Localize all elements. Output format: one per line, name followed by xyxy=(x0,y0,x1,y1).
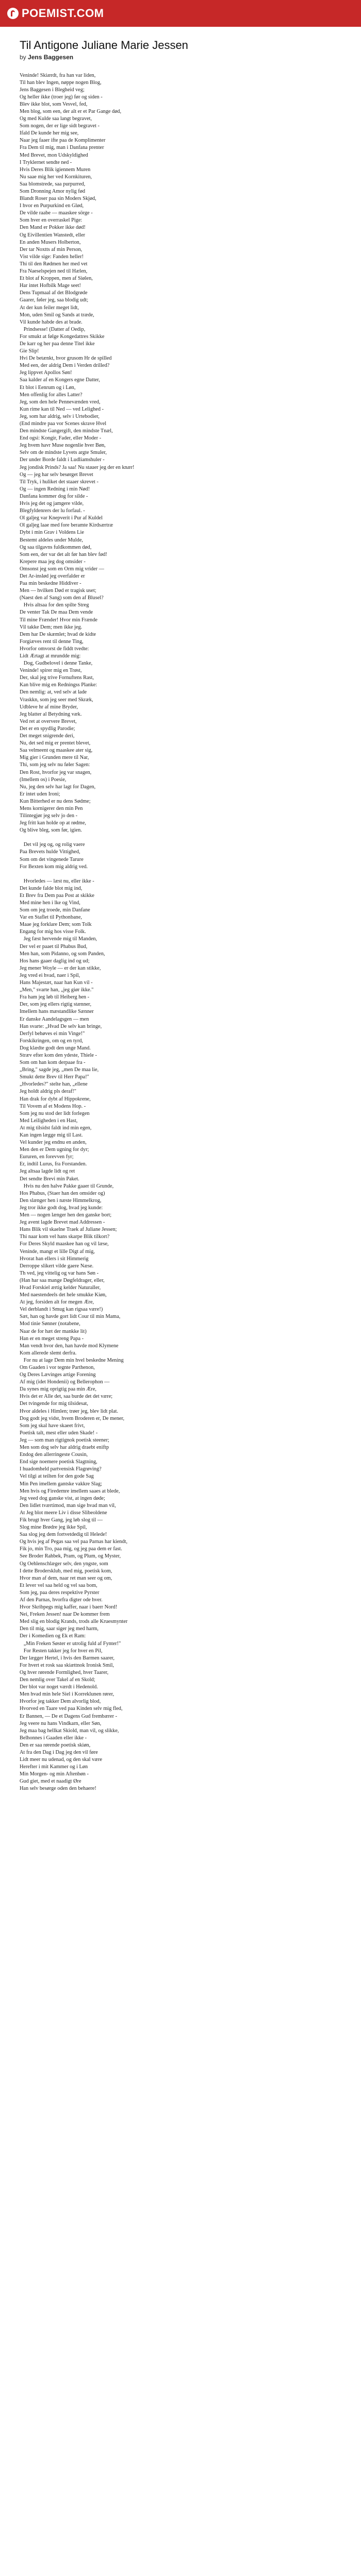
poem-line: Og heller ikke (troer jeg) før og siden - xyxy=(20,94,103,100)
poem-line: Der, skal jeg trive Fornuftens Rast, xyxy=(20,675,94,681)
poem-line: Mod tinie Sønner (notabene, xyxy=(20,1321,80,1327)
poem-line: Hvor Skribpegs mig kaffer, naar i baerr Nord! xyxy=(20,1604,118,1611)
poem-line: Hos hans gaaer daglig ind og ud; xyxy=(20,958,90,964)
poem-line: Men blog, som een, der alt er et Par Gange død, xyxy=(20,108,122,114)
poem-line: Stræv efter kom den ydeste, Thiele - xyxy=(20,1052,97,1058)
poem-line: Hvor aldeles i Himlen; trøer jeg, blev lidt plat. xyxy=(20,1408,119,1414)
poem-line: Bestemt aldeles under Mulde, xyxy=(20,537,83,543)
poem-line: Og — jeg har selv besørget Brevet xyxy=(20,471,93,478)
poem-line: Er intet uden Ironi; xyxy=(20,791,60,797)
poem-line: Hvis det er Alle det, saa burde det det være; xyxy=(20,1394,113,1400)
poem-line: Er Bannen, — De et Dagens Gud frembærer - xyxy=(20,1713,117,1719)
poem-line: Jeg tror ikke godt dog, hvad jeg kunde: xyxy=(20,1205,103,1211)
poem-line: Hvorfor omvorst de fiddt tvedte: xyxy=(20,646,89,652)
poem-line: Et blot af Kroppen, men af Siølen, xyxy=(20,276,93,282)
poem-line: Jeg avent lagde Brevet mad Addressen - xyxy=(20,1219,105,1226)
poem-line: Veninde! spirer mig en Trøst, xyxy=(20,668,82,674)
poem-line: Sæt, han og havde gort lidt Cour til min Mama, xyxy=(20,1314,121,1320)
poem-line: Jeg veere nu hans Vindkarn, eller Søn, xyxy=(20,1720,102,1726)
poem-line: For smukt at følge Kongedattres Skikke xyxy=(20,333,105,340)
poem-line: At fra den Dag i Dag jeg den vil føre xyxy=(20,1749,98,1755)
poem-line: Min Pen imellem gantske vakkre Slag; xyxy=(20,1481,102,1487)
poem-line: Og — ingen Redning i min Nød! xyxy=(20,486,90,492)
poem-line: Er, indtil Lurus, fra Forstanden. xyxy=(20,1161,87,1167)
site-logo-text: POEMIST.COM xyxy=(22,7,104,20)
poem-line: Med mine hen i lke og Vind, xyxy=(20,900,80,906)
poem-line: Et blot i Eenrum og i Løn, xyxy=(20,384,76,391)
poem-line: Krepere maa jeg dog omsider - xyxy=(20,558,86,565)
poem-line: En anden Musers Holberton, xyxy=(20,239,81,245)
poem-line: Th ved, jeg vittelig og var hans Søn - xyxy=(20,1270,99,1276)
poem-line: Hvi De betænkt, hvor grusom Hr de spilled xyxy=(20,355,112,362)
poem-line: Jeg altsaa lagde lidt og ret xyxy=(20,1168,75,1175)
poem-stanza xyxy=(20,72,341,835)
poem-line: (Han har saa mange Døgfeldrager, eller, xyxy=(20,1277,105,1283)
poem-line: Tilintegjør jeg selv jo den - xyxy=(20,813,78,819)
poem-line: For Resten takker jeg for hver en Pil, xyxy=(20,1648,103,1654)
poem-line: Omsonst jeg som en Orm mig vrider — xyxy=(20,566,104,572)
poem-line: Forskikringen, om og en tyrd, xyxy=(20,1038,83,1044)
poem-line: Naar jeg faaer ifte paa de Komplimenter xyxy=(20,138,106,144)
poem-line: Han drak for dybt af Hippokrene, xyxy=(20,1096,91,1102)
poem-line: Og Eivillentien Wanstedt, eller xyxy=(20,232,86,238)
poem-line: De venter Tak De maa Dem vende xyxy=(20,609,93,616)
poem-line: Saa kalder af en Kongers egne Datter, xyxy=(20,377,100,383)
poem-line: Hvis jeg det og jamgere vilde, xyxy=(20,501,84,507)
poem-line: Udbleve hr af mine Bryder, xyxy=(20,704,78,710)
poem-line: Nu, det sed mig er prentet blevet, xyxy=(20,740,91,747)
poem-line: Med een, der aldrig Dem i Verden drilled? xyxy=(20,363,110,369)
poem-line: Som om jeg troede, min Danfane xyxy=(20,907,90,913)
poem-line: Jeg vred ei hvad, naer i Spil, xyxy=(20,972,80,978)
poem-line: I dette Brodersklub, med mig, poetisk kom, xyxy=(20,1568,112,1574)
poem-line: Prindsesse! (Datter af Oedip, xyxy=(20,326,86,332)
poem-line: Med Leiligheden i en Hast, xyxy=(20,1117,78,1124)
poem-line: Saa blomstrede, saa purpurred, xyxy=(20,181,86,187)
poem-line: Til mine Frænder! Hvor min Frænde xyxy=(20,617,97,623)
poem-line: Danfana kommer dog for silde - xyxy=(20,493,88,499)
poem-line: End sige noemere poetisk Slagtning, xyxy=(20,1459,97,1465)
poem-line: Fra ham jeg løb til Heiberg hen - xyxy=(20,994,90,1001)
poem-line: „Hvorledes?" stelte han, „ellene xyxy=(20,1081,88,1088)
poem-line: Veninde! Skiærdt, fra han var liden, xyxy=(20,72,96,78)
poem-line: At der kun feiler meget lidt, xyxy=(20,304,79,311)
poem-line: Min Morgen- og min Aftenbøn - xyxy=(20,1771,89,1777)
poem-line: Til Tryk, i huliket det staaer skrevet - xyxy=(20,479,99,485)
poem-line: Hvorledes — læst nu, eller ikke - xyxy=(20,878,94,884)
poem-line: For hvert et rosk saa skiættnok Ironisk Smil, xyxy=(20,1662,114,1668)
poem-line: Jeg hvem havr Muse nogenlie hver Bøn, xyxy=(20,443,106,449)
poem-line: Eururen, en forevven fyr; xyxy=(20,1154,74,1160)
poem-line: Dog godt jeg vidst, hvem Broderen er, De mener, xyxy=(20,1415,125,1421)
poem-line: Paa min beskedne Hiddiver - xyxy=(20,581,81,587)
poem-line: Til Vovem af et Modens Hop. - xyxy=(20,1103,86,1109)
poem-line: Jeg lippvet Apollos Søn! xyxy=(20,370,72,376)
poem-line: Det vil jeg og, og rolig vaere xyxy=(20,842,85,848)
poem-line: Nu, jeg den selv har lagt for Dagen, xyxy=(20,784,96,790)
poem-line: Vraskkn, som jeg seer med Skræk, xyxy=(20,697,93,703)
byline-prefix: by xyxy=(20,53,26,61)
poem-line: Jeg mener Woyle — er der kan stikke, xyxy=(20,965,101,971)
poem-line: For nu at lage Dem min hvel beskedne Mening xyxy=(20,1357,124,1363)
poem-line: Hvis nu den halve Pakke gaaer til Grunde, xyxy=(20,1183,114,1189)
poem-line: Nu saae mig her ved Kornkituren, xyxy=(20,174,92,180)
poem-line: De vilde raabe — maaskee sörge - xyxy=(20,210,93,216)
poem-line: Som nogen, der er lige sidt begravet - xyxy=(20,123,100,129)
poem-line: I huadomheld partvensisk Flagrøving? xyxy=(20,1466,102,1472)
poem-line: Om Gaaden i vor tegnte Parthenon, xyxy=(20,1365,95,1370)
poem-line: Gaarer, føler jeg, saa blodig udt; xyxy=(20,297,89,303)
poem-line: Fra Naeselspejen ned til Hælen, xyxy=(20,268,88,275)
poem-line: Men han, som Pidanno, og som Panden, xyxy=(20,951,105,957)
poem-line: Af mig (idet Hondenii) og Bellerophon — xyxy=(20,1379,110,1385)
poem-line: Kan ingen lægge mig til Last. xyxy=(20,1132,83,1138)
poemist-logo-icon xyxy=(7,8,19,19)
poem-line: Men som dog selv har aldrig draebt eniftp xyxy=(20,1445,109,1451)
poem-line: Til han blev Ingen, nøppe nogen Blog, xyxy=(20,79,102,86)
poem-line: Vel tilgi at teilten for den gode Sag xyxy=(20,1473,94,1480)
poem-line: Det kunde falde blot mig ind, xyxy=(20,885,83,891)
poem-line: Dog klædte godt den unge Mand. xyxy=(20,1045,91,1051)
poem-line: Ol galjeg laae med fore beramte Kirdsærtræ xyxy=(20,522,113,529)
poem-line: Imellem hans mæstandlike Sænner xyxy=(20,1009,94,1015)
poem-stanza xyxy=(20,878,341,1793)
poem-line: Jeg fæst hervende mig til Manden, xyxy=(20,936,97,942)
poem-line: Forgiæves rent til denne Ting, xyxy=(20,638,84,645)
poem-line: Og med Kulde saa langt begravet, xyxy=(20,116,92,122)
poem-line: Med naestendeels det hele smukke Kiøn, xyxy=(20,1292,107,1298)
poem-line: At Jeg blot meere Liv i disse Slibeoldene xyxy=(20,1510,107,1516)
poem-line: Hvorat han ellers i sit Himmerig xyxy=(20,1256,89,1262)
poem-line: Den nemlig over Takel af en Skold; xyxy=(20,1677,95,1683)
poem-line: Jeg, som den hele Pennevænden vred, xyxy=(20,399,101,405)
poem-line: Det sendte Brevi min Paket. xyxy=(20,1176,79,1182)
poem-line: Den mindste Gangergift, den mindste Tnæl, xyxy=(20,428,113,434)
poem-line: Belhonnes i Gaaden eller ikke - xyxy=(20,1735,87,1741)
poem-line: Veninde, mangt et lille Digt af mig, xyxy=(20,1248,95,1255)
poem-line: Han selv besørge oden den behaere! xyxy=(20,1786,96,1792)
poem-line: Hvorfor jeg takker Dem alvorlig blod, xyxy=(20,1699,101,1705)
poem-line: Jeg holdt aldrig pls deraf!" xyxy=(20,1089,77,1095)
poem-line: Paa Brevets hulde Vittighed, xyxy=(20,849,80,855)
poem-line: Som jeg, paa deres respektive Pyrster xyxy=(20,1589,100,1596)
poem-line: Ved ret at oververe Brevet, xyxy=(20,718,77,724)
poem-line: Hvad Forskiel ærtig kelder Naturaller, xyxy=(20,1284,101,1291)
poem-line: See Broder Rahbek, Pram, og Plum, og Myster, xyxy=(20,1553,121,1560)
poem-line: Jeg jondisk Prinds? Ja saa! Nu stauer jeg der en knær! xyxy=(20,464,135,470)
poem-line: Men hvis og Firedemre imellem saaes at blede, xyxy=(20,1488,120,1494)
poem-body xyxy=(20,72,341,1793)
poem-line: Smukt dette Brev til Herr Papa!" xyxy=(20,1074,89,1080)
poem-byline xyxy=(20,54,341,61)
poem-line: Der under Borde faldt i Ludliamshuler - xyxy=(20,457,105,463)
poem-line: Vel derblandt i Smug kan rigsaa være!) xyxy=(20,1307,103,1313)
poem-line: Den lidlet tværtimod, man sige hvad man vil, xyxy=(20,1502,116,1509)
poem-line: De karr og her paa denne Titel ikke xyxy=(20,341,95,347)
site-logo[interactable] xyxy=(7,7,104,20)
poem-line: Fik jo, min Tro, paa mig, og jeg paa dem er fast. xyxy=(20,1546,122,1552)
poem-line: Med slig en blodig Krands, trods alle Kruesmynter xyxy=(20,1619,128,1625)
poem-line: Hvis altsaa for den spilte Streg xyxy=(20,602,89,608)
poem-line: Engang for mig hos visse Folk. xyxy=(20,929,86,935)
poem-line: I hvor en Purpurkind en Glød, xyxy=(20,203,84,209)
poem-line: (Imellem os) i Poesie, xyxy=(20,776,67,783)
poem-line: Den er saa rørende poetisk skiøn, xyxy=(20,1742,91,1748)
poem-line: Og Deres Lævinges artige Forening xyxy=(20,1372,96,1378)
poem-line: Det er en spydlig Parodie; xyxy=(20,725,75,732)
poem-line: Der, som jeg ellers rigtig stænner, xyxy=(20,1002,92,1008)
poem-line: Det meget snigrende deri, xyxy=(20,733,75,739)
poem-line: Poetisk talt, mest eller uden Skade! - xyxy=(20,1430,98,1436)
poem-line: „Bring," sagde jeg, „men De maa lie, xyxy=(20,1067,99,1073)
poem-line: Men offenlig for alles Latter? xyxy=(20,392,83,398)
poem-line: Slog mine Brødre jeg ikke Spil, xyxy=(20,1524,87,1531)
poem-line: Og blive bleg, som før, igien. xyxy=(20,827,82,834)
poem-line: I Tryklernet sendte ned - xyxy=(20,159,72,165)
poem-line: „Min Freken Søster er utrolig fuld af Fynter!" xyxy=(20,1640,121,1647)
poem-line: Den nemlig: at, ved selv at lade xyxy=(20,689,87,696)
poem-line: Men — hvilken Død er tragisk uset; xyxy=(20,588,96,594)
poem-line: Vist vilde sige: Fanden heller! xyxy=(20,253,84,260)
poem-line: Med Brevet, mon Udskyldighed xyxy=(20,152,88,158)
poem-line: Der tar Noxtts af min Person, xyxy=(20,246,83,252)
poem-page xyxy=(0,27,361,1793)
poem-line: Hos Phabus, (Staer han den omsider og) xyxy=(20,1190,105,1196)
poem-line: Vil kunde habde des at brade. xyxy=(20,319,83,325)
poem-line: Han er en meget streng Papa - xyxy=(20,1335,84,1342)
poem-line: Blev ikke blot, som Vesvel, fed, xyxy=(20,101,88,107)
poem-line: Lidt Ærtagt at mrundde mig: xyxy=(20,653,81,659)
poem-line: Som om det vingenede Tarure xyxy=(20,856,84,862)
poem-line: Mon, uden Smil og Sands at træde, xyxy=(20,312,94,318)
poem-line: Men den er Dem ugning for dyr; xyxy=(20,1147,89,1153)
poem-line: (Naest den af Sang) som den af Blusel? xyxy=(20,595,104,601)
poem-line: Jeg, som har aldrig, selv i Urtebodier, xyxy=(20,413,100,419)
poem-line: Har intet Hofbilk Mage seet! xyxy=(20,283,81,289)
poem-line: Gud giet, med et naadigt Øre xyxy=(20,1778,81,1785)
poem-line: Jeg — som man rigtignok poetisk steener; xyxy=(20,1437,109,1443)
poem-line: Den slænger hen i næste Himmelkrog, xyxy=(20,1197,102,1204)
poem-line: Endog den allerringeste Cousin, xyxy=(20,1452,88,1458)
poem-line: Jeg maa bag hellkat Skiold, man vil, og slikke, xyxy=(20,1727,119,1734)
poem-line: Derroppe slikert vilde gaere Næse. xyxy=(20,1263,94,1269)
poem-line: Dens Tupmaal af det Blodgrøde xyxy=(20,290,88,296)
poem-line: Kan blive mig en Redningss Planke: xyxy=(20,682,97,688)
poem-line: Det Ar-inslød jeg overfalder er xyxy=(20,573,85,579)
poem-line: Hans Blik vil skaelne Traek af Juliane Jessen; xyxy=(20,1227,117,1233)
poem-line: Jeg fritt kan holde op at rødme, xyxy=(20,820,86,826)
poem-line: Var en Staflet til Pythonbane, xyxy=(20,914,82,921)
poem-line: Som om han kom derpaae fra - xyxy=(20,1060,86,1066)
poem-line: Blandt Roser paa sin Moders Skjød, xyxy=(20,196,96,202)
poem-line: At mig tilsidst faldt ind min egen, xyxy=(20,1125,92,1131)
poem-line: Thi naar kom vel hans skarpe Blik tilkort? xyxy=(20,1234,110,1240)
poem-line: Man vendt hvor den, han havde mod Klymene xyxy=(20,1343,119,1349)
poem-line: Derfyl behøves ei min Vinge!" xyxy=(20,1030,85,1037)
poem-line: At jeg, forsiden alt for megen Ære, xyxy=(20,1299,94,1306)
poem-line: Thi til den Rødmen her med vet xyxy=(20,261,88,267)
poem-line: Der blot var noget værdt i Hedenold. xyxy=(20,1684,98,1690)
poem-line: Der i Komedien og Ek et Ram: xyxy=(20,1633,86,1639)
poem-line: Det tvingende for mig tilsidesat, xyxy=(20,1401,88,1407)
poem-line: Lidt meer nu udenad, og den skal være xyxy=(20,1757,103,1763)
poem-line: Men — nogen længer hen den ganske bort; xyxy=(20,1212,112,1218)
poem-stanza xyxy=(20,841,341,870)
poem-line: Jens Baggesen i Blegheid veg; xyxy=(20,87,85,93)
poem-line: Som een, der var det alt før han blev fød! xyxy=(20,551,107,557)
poem-line: Et Brev fra Dem paa Post at skikke xyxy=(20,892,94,899)
poem-line: Der lægger Hertel, i hvis den Barmen saarer, xyxy=(20,1655,115,1661)
poem-line: Vel kunder jeg endnu en anden, xyxy=(20,1140,87,1146)
poem-line: Den Mand er Pokker ikke død! xyxy=(20,225,86,231)
poem-line: Den til mig, saar siger jeg med harm, xyxy=(20,1626,99,1632)
poem-line: Jeg veed dog ganske vist, at ingen døde; xyxy=(20,1495,105,1501)
poem-line: Naar de for hæt der mankke lit⁠) xyxy=(20,1328,87,1334)
poem-line: Et lever vel saa held og vel saa bom, xyxy=(20,1582,97,1588)
poem-line: Saa velmeent og maaskee ater sig, xyxy=(20,748,93,754)
poem-line: Som Dronning Amor nylig fød xyxy=(20,189,85,194)
poem-line: Saa slog jeg dem fortvetdedig til Helede! xyxy=(20,1532,107,1538)
poem-line: Thi, som jeg selv nu føler Sagen: xyxy=(20,762,90,768)
poem-line: (End mindre paa vor Scenes skrave Hvel xyxy=(20,421,107,427)
poem-line: Gie Slip! xyxy=(20,348,39,354)
poem-line: Som jeg skal have skaeet frivt, xyxy=(20,1422,85,1429)
poem-line: Maae jeg forklare Dem; som Tolk xyxy=(20,922,92,928)
poem-line: Dem har De skæmlet; hvad de kidte xyxy=(20,631,96,637)
poem-line: Dog, Gudbelovel i denne Tanke, xyxy=(20,660,93,667)
poem-line: „Men," svarte han, „jeg giør ikke." xyxy=(20,987,94,993)
poem-line: Men hvad min hele Siel i Korreklunen rører, xyxy=(20,1691,114,1698)
poem-line: Blegfyldenrers der lu forfaul. - xyxy=(20,508,85,514)
author-link[interactable]: Jens Baggesen xyxy=(28,53,74,61)
poem-line: Ol galjeg var Knepverit i Pur af Kuldel xyxy=(20,515,103,521)
poem-line: Hvor man af dem, naar ret man seer og om, xyxy=(20,1575,112,1581)
poem-line: Ifald De kunde her mig see, xyxy=(20,130,79,137)
poem-line: Han svarte: „Hvad De selv kan bringe, xyxy=(20,1023,102,1029)
poem-line: Mens kornigerer den min Pen xyxy=(20,805,83,811)
poem-line: Der vel er paaet til Phabus Bud, xyxy=(20,943,88,950)
poem-line: Hvis Deres Blik igiennem Muren xyxy=(20,166,91,173)
poem-line: Som jeg nu stod der lidt forlegen xyxy=(20,1110,90,1116)
poem-line: Hvorved en Taare ved paa Kinden selv mig fled, xyxy=(20,1706,123,1712)
poem-line: Hans Majestæt, naar han Kun vil - xyxy=(20,980,93,986)
poem-line: Dybt i min Grav i Voldens Lie xyxy=(20,530,84,536)
poem-line: Og hver rørende Formlighed, hver Taarer, xyxy=(20,1669,109,1675)
poem-title: Til Antigone Juliane Marie Jessen xyxy=(20,39,188,52)
poem-line: End ogsi: Kongir, Fader, eller Moder - xyxy=(20,435,102,442)
poem-line: For Bexten kom mig aldrig ved. xyxy=(20,863,88,870)
poem-line: Fik brugt hver Gang, jeg løb slog til — xyxy=(20,1517,103,1523)
site-header xyxy=(0,0,361,27)
poem-line: Kom allerede slemt derfra. xyxy=(20,1350,77,1356)
poem-line: Og saa tilgavns fuldkommen død, xyxy=(20,544,92,550)
poem-line: Og hvis jeg af Pegas saa vel paa Parnas har kiendt, xyxy=(20,1539,128,1545)
poem-line: Kun rime kan til Ned — ved Lelighed - xyxy=(20,406,104,412)
poem-line: Nei, Freken Jessen! naar De kommer frem xyxy=(20,1612,110,1618)
poem-line: Herefter i mit Kammer og i Løn xyxy=(20,1764,88,1770)
poem-line: Er danske Aandelagsgen — men xyxy=(20,1016,89,1022)
poem-line: Den Rost, hvorfor jeg var snagen, xyxy=(20,769,92,775)
poem-line: Mig gier i Grunden mere til Nar, xyxy=(20,755,89,761)
poem-line: Da synes mig oprigtig paa min Ære, xyxy=(20,1386,96,1393)
poem-line: Jeg blatter al Betydning væk. xyxy=(20,711,82,717)
poem-line: Og Oehlenschlæger selv, den yngste, som xyxy=(20,1561,108,1567)
poem-line: Kun Bitterhed er nu dens Sødme; xyxy=(20,798,91,804)
poem-line: Selv om de mindste Lyvets argte Smuler, xyxy=(20,450,107,456)
poem-line: For Deres Skyld maaskee han og vil læse, xyxy=(20,1241,109,1247)
poem-line: Som hver en overraskel Pige: xyxy=(20,217,83,224)
poem-line: Fra Dem til mig, man i Danfana prenter xyxy=(20,145,104,151)
poem-line: Af den Parnas, hvorfra digter ode hver. xyxy=(20,1597,103,1603)
poem-line: Vil takke Dem; men ikke jeg. xyxy=(20,624,83,630)
